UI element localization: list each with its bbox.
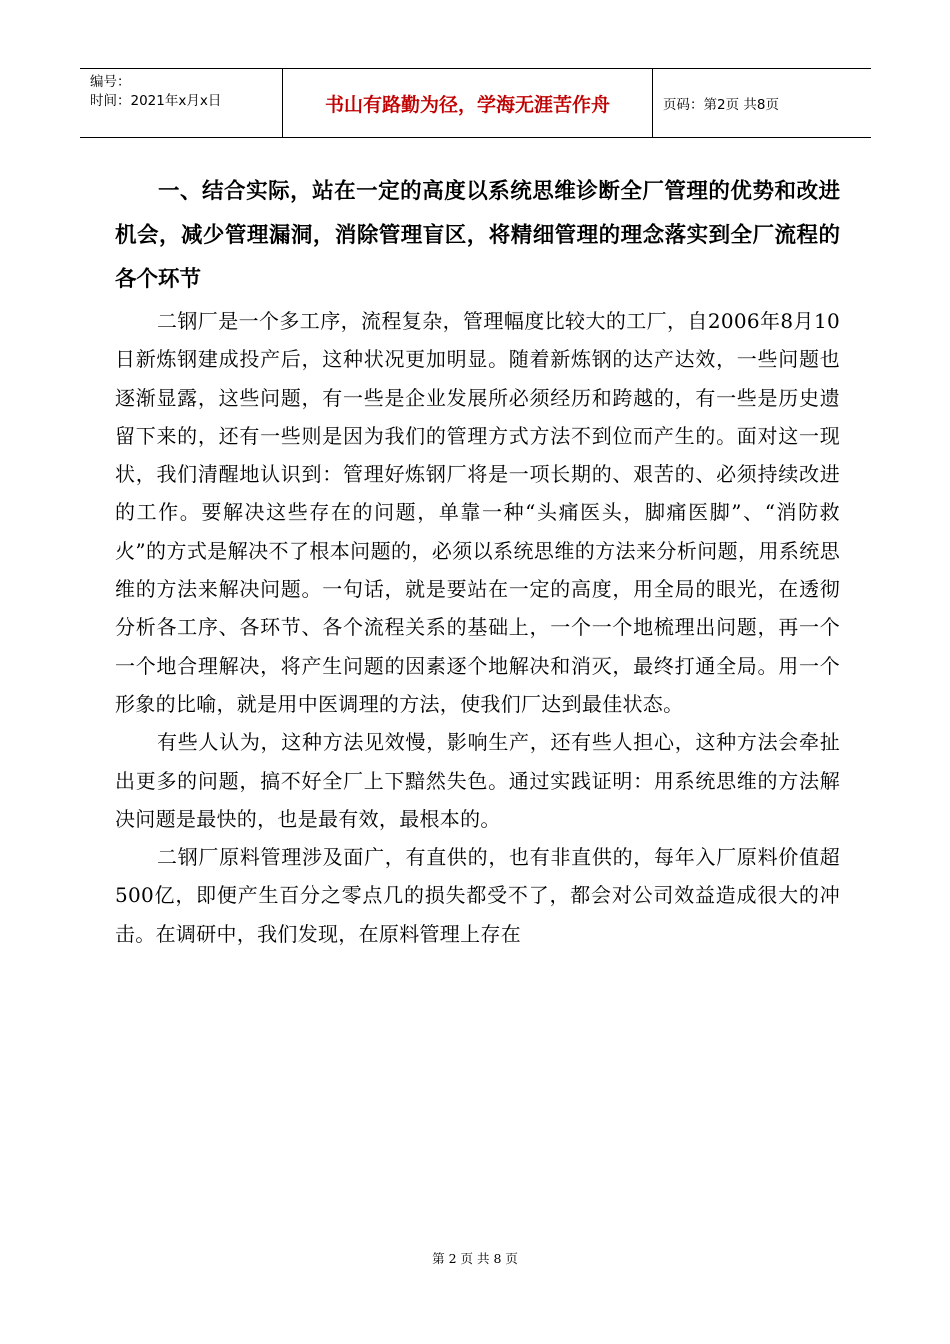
paragraph-2: 有些人认为，这种方法见效慢，影响生产，还有些人担心，这种方法会牵扯出更多的问题，搞不好全厂上下黯然失色。通过实践证明：用系统思维的方法解决问题是最快的，也是最有效，最根本的。 <box>115 730 840 831</box>
header-page-info: 页码：第2页 共8页 <box>663 97 779 113</box>
number-label: 编号： <box>90 74 131 90</box>
section-heading: 一、结合实际，站在一定的高度以系统思维诊断全厂管理的优势和改进机会，减少管理漏洞，消除管理盲区，将精细管理的理念落实到全厂流程的各个环节 <box>115 179 840 292</box>
time-label: 时间：2021年x月x日 <box>90 93 222 109</box>
header-motto: 书山有路勤为径，学海无涯苦作舟 <box>282 69 653 137</box>
paragraph-1: 二钢厂是一个多工序，流程复杂，管理幅度比较大的工厂，自2006年8月10日新炼钢建成投产后，这种状况更加明显。随着新炼钢的达产达效，一些问题也逐渐显露，这些问题，有一些是企业发展所必须经历和跨越的，有一些是历史遗留下来的，还有一些则是因为我们的管理方式方法不到位而产生的。面对这一现状，我们清醒地认识到：管理好炼钢厂将是一项长期的、艰苦的、必须持续改进的工作。要解决这些存在的问题，单靠一种“头痛医头，脚痛医脚”、“消防救火”的方式是解决不了根本问题的，必须以系统思维的方法来分析问题，用系统思维的方法来解决问题。一句话，就是要站在一定的高度，用全局的眼光，在透彻分析各工序、各环节、各个流程关系的基础上，一个一个地梳理出问题，再一个一个地合理解决，将产生问题的因素逐个地解决和消灭，最终打通全局。用一个形象的比喻，就是用中医调理的方法，使我们厂达到最佳状态。 <box>115 309 840 716</box>
page-footer: 第 2 页 共 8 页 <box>432 1251 518 1266</box>
header-meta <box>80 69 282 137</box>
document-header <box>80 68 871 138</box>
document-body <box>115 170 840 953</box>
paragraph-3: 二钢厂原料管理涉及面广，有直供的，也有非直供的，每年入厂原料价值超500亿，即便产生百分之零点几的损失都受不了，都会对公司效益造成很大的冲击。在调研中，我们发现，在原料管理上存在 <box>115 845 840 946</box>
